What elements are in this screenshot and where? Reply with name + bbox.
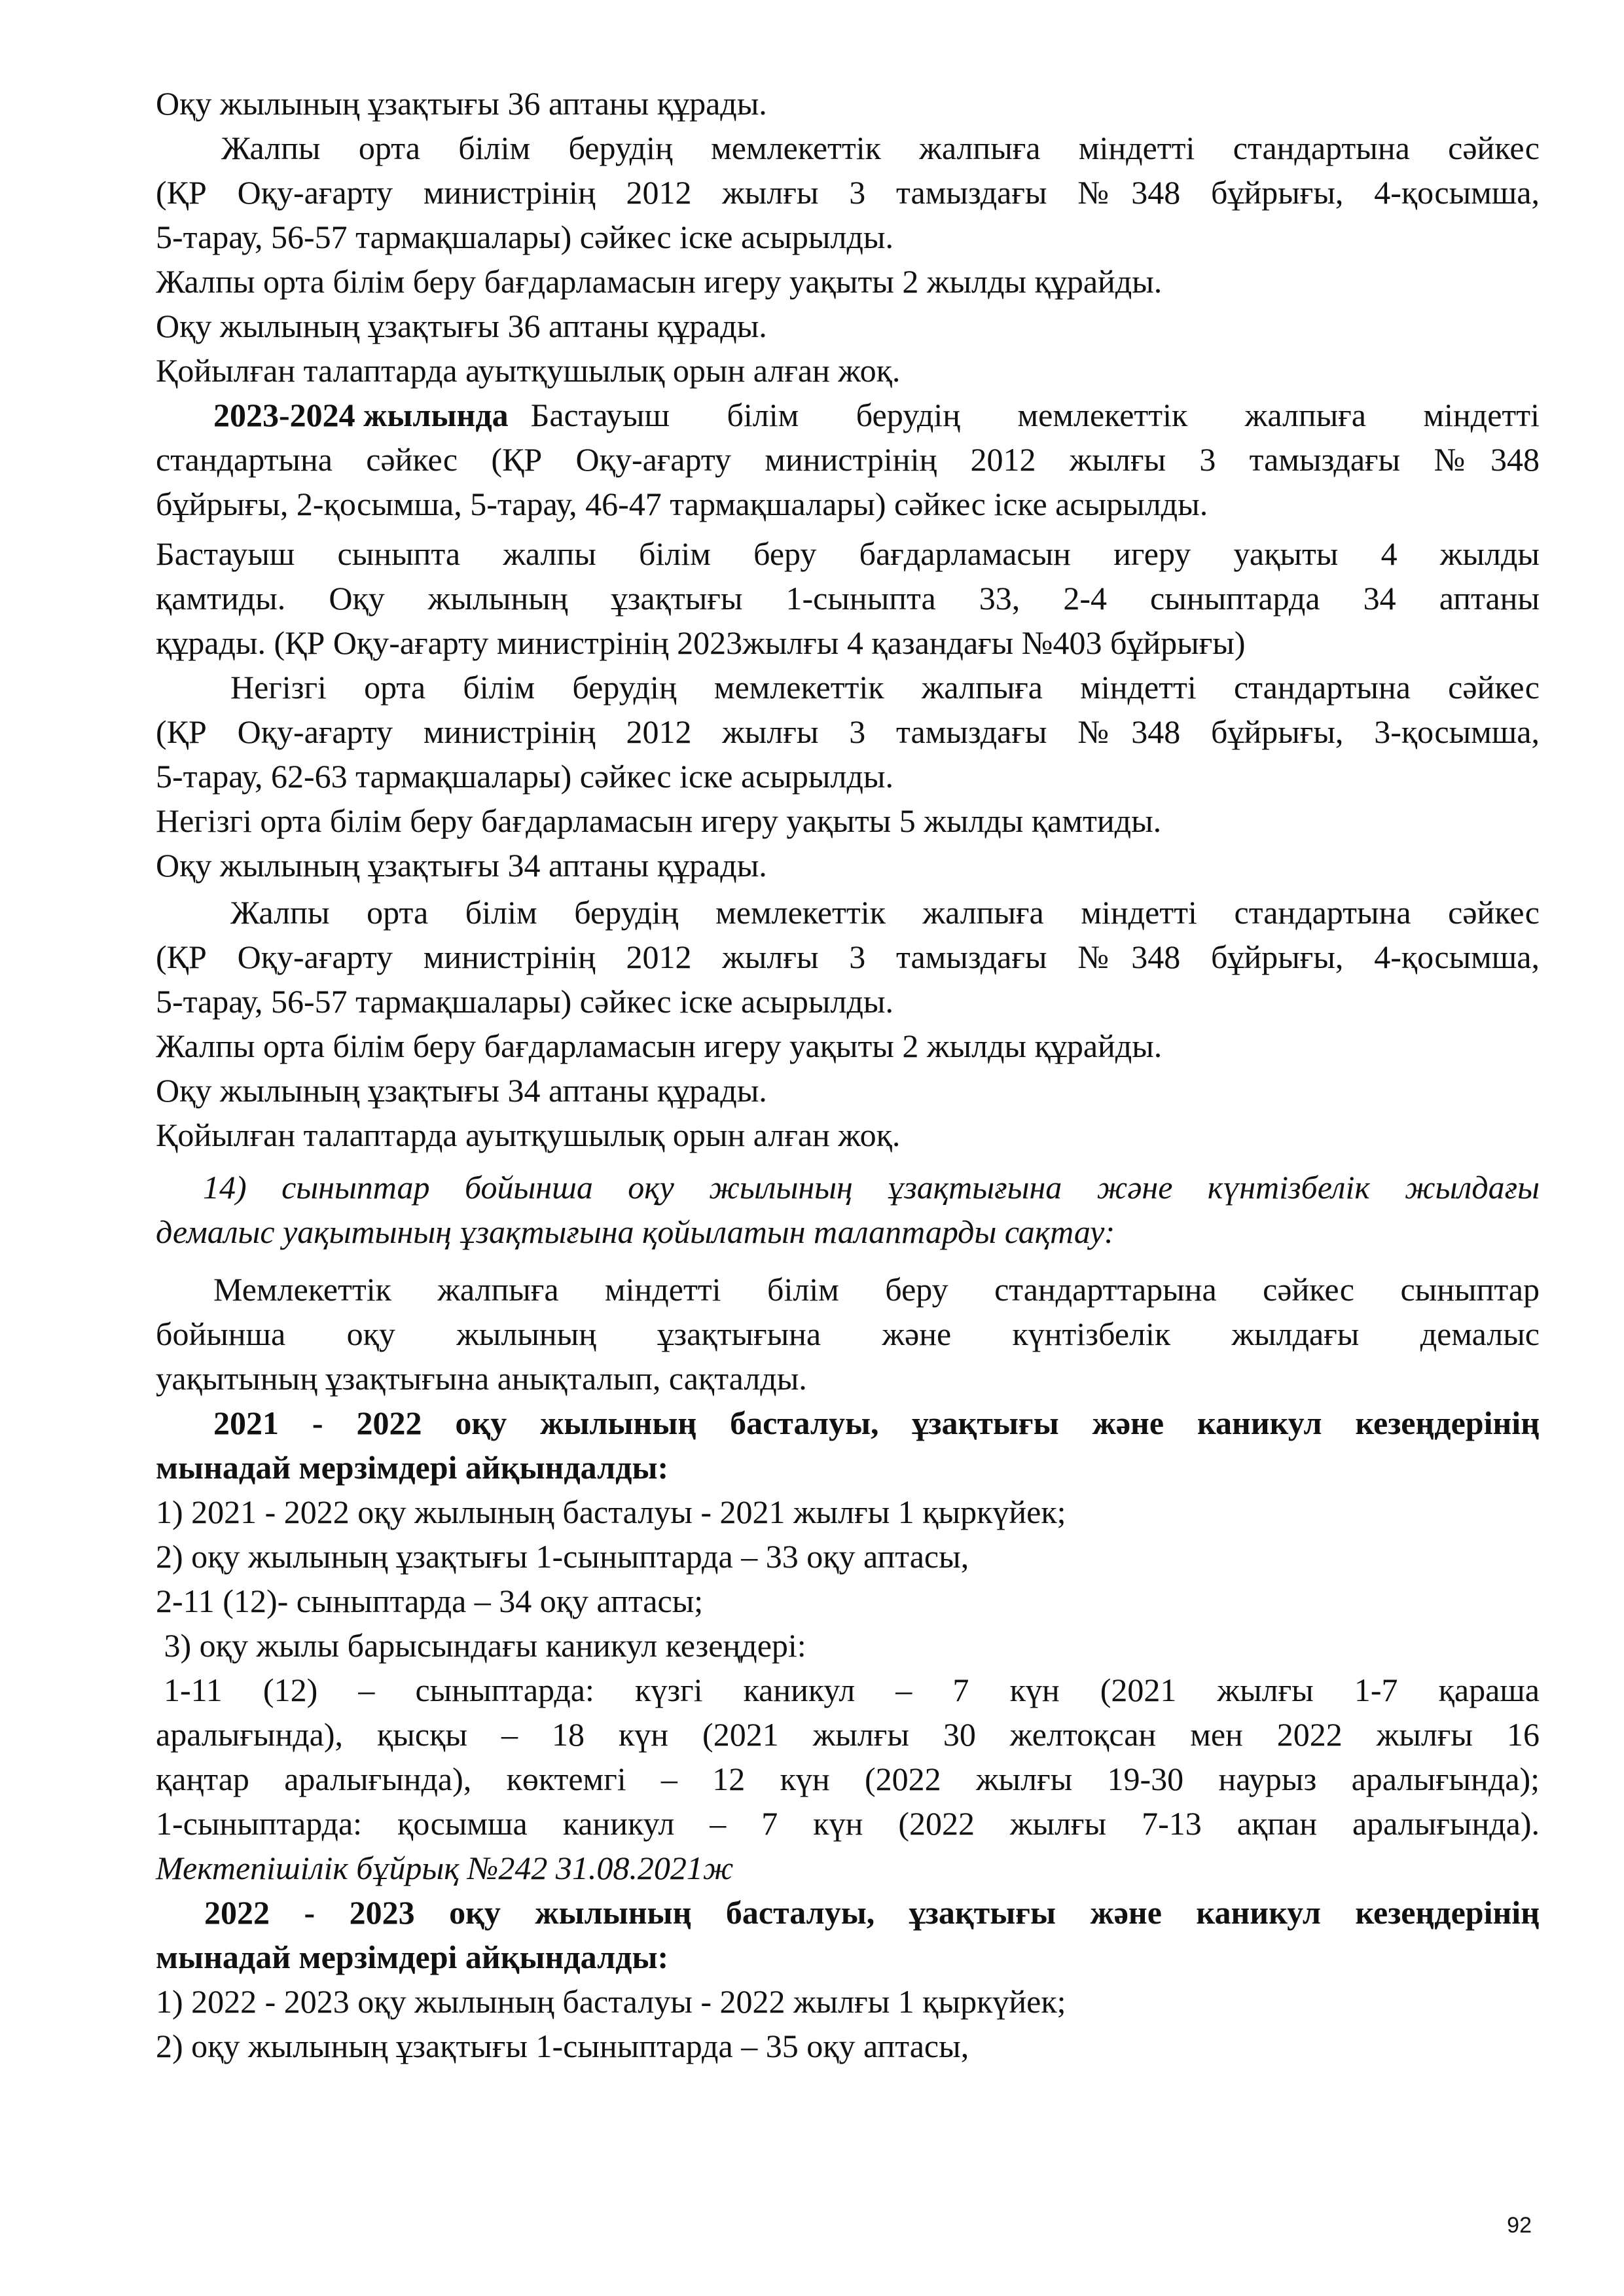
paragraph-first-line: Негізгі орта білім берудің мемлекеттік жалпыға міндетті стандартына сәйкес — [230, 669, 1540, 706]
text-line: аралығында), қысқы – 18 күн (2021 жылғы 30 желтоқсан мен 2022 жылғы 16 — [156, 1716, 1540, 1753]
text-line: қамтиды. Оқу жылының ұзақтығы 1-сыныпта 33, 2-4 сыныптарда 34 аптаны — [156, 580, 1540, 617]
text-line: (ҚР Оқу-ағарту министрінің 2012 жылғы 3 тамыздағы №348 бұйрығы, 4-қосымша, — [156, 174, 1540, 211]
page-number: 92 — [1507, 2213, 1532, 2238]
text-line: 1-11 (12) – сыныптарда: күзгі каникул – 7 күн (2021 жылғы 1-7 қараша — [164, 1672, 1540, 1708]
text-line: қаңтар аралығында), көктемгі – 12 күн (2022 жылғы 19-30 наурыз аралығында); — [156, 1761, 1540, 1797]
year-heading: 2023-2024 жылында — [213, 397, 509, 433]
text-line: 5-тарау, 56-57 тармақшалары) сәйкес іске асырылды. — [156, 983, 894, 1020]
list-item: 2-11 (12)- сыныптарда – 34 оқу аптасы; — [156, 1583, 704, 1619]
text-line: Оқу жылының ұзақтығы 36 аптаны құрады. — [156, 308, 767, 344]
paragraph-first-line — [213, 393, 1540, 437]
text-line: бойынша оқу жылының ұзақтығына және күнтізбелік жылдағы демалыс — [156, 1316, 1540, 1352]
text-line: 5-тарау, 56-57 тармақшалары) сәйкес іске асырылды. — [156, 219, 894, 255]
text-line: 5-тарау, 62-63 тармақшалары) сәйкес іске асырылды. — [156, 758, 894, 795]
section-heading: 2021 - 2022 оқу жылының басталуы, ұзақтығы және каникул кезеңдерінің — [213, 1405, 1540, 1441]
text-line: Оқу жылының ұзақтығы 36 аптаны құрады. — [156, 85, 767, 122]
text-line: Бастауыш сыныпта жалпы білім беру бағдарламасын игеру уақыты 4 жылды — [156, 535, 1540, 572]
list-item: 1) 2021 - 2022 оқу жылының басталуы - 2021 жылғы 1 қыркүйек; — [156, 1494, 1066, 1530]
text-line: 1-сыныптарда: қосымша каникул – 7 күн (2022 жылғы 7-13 ақпан аралығында). — [156, 1805, 1540, 1842]
requirement-heading: 14) сыныптар бойынша оқу жылының ұзақтығына және күнтізбелік жылдағы — [203, 1169, 1540, 1206]
list-item: 2) оқу жылының ұзақтығы 1-сыныптарда – 33 оқу аптасы, — [156, 1538, 969, 1575]
text-line: (ҚР Оқу-ағарту министрінің 2012 жылғы 3 тамыздағы №348 бұйрығы, 3-қосымша, — [156, 713, 1540, 750]
text-line: Оқу жылының ұзақтығы 34 аптаны құрады. — [156, 1072, 767, 1109]
text-line: құрады. (ҚР Оқу-ағарту министрінің 2023жылғы 4 қазандағы №403 бұйрығы) — [156, 624, 1246, 661]
text-line: бұйрығы, 2-қосымша, 5-тарау, 46-47 тармақшалары) сәйкес іске асырылды. — [156, 486, 1208, 522]
text-line: стандартына сәйкес (ҚР Оқу-ағарту министрінің 2012 жылғы 3 тамыздағы №348 — [156, 441, 1540, 478]
text-span: Бастауыш білім берудің мемлекеттік жалпыға міндетті — [530, 397, 1540, 433]
paragraph-first-line: Жалпы орта білім берудің мемлекеттік жалпыға міндетті стандартына сәйкес — [230, 894, 1540, 931]
text-line: Оқу жылының ұзақтығы 34 аптаны құрады. — [156, 847, 767, 884]
text-line: Қойылған талаптарда ауытқушылық орын алған жоқ. — [156, 352, 901, 389]
order-reference: Мектепішілік бұйрық №242 31.08.2021ж — [156, 1850, 734, 1886]
list-item: 3) оқу жылы барысындағы каникул кезеңдері: — [156, 1627, 806, 1664]
section-heading: мынадай мерзімдері айқындалды: — [156, 1939, 669, 1975]
requirement-heading: демалыс уақытының ұзақтығына қойылатын талаптарды сақтау: — [156, 1213, 1115, 1250]
text-line: уақытының ұзақтығына анықталып, сақталды. — [156, 1360, 807, 1397]
section-heading: 2022 - 2023 оқу жылының басталуы, ұзақтығы және каникул кезеңдерінің — [204, 1894, 1540, 1931]
text-line: Қойылған талаптарда ауытқушылық орын алған жоқ. — [156, 1117, 901, 1153]
paragraph-first-line: Мемлекеттік жалпыға міндетті білім беру стандарттарына сәйкес сыныптар — [213, 1271, 1540, 1308]
text-line: Жалпы орта білім беру бағдарламасын игеру уақыты 2 жылды құрайды. — [156, 1028, 1163, 1064]
text-line: Негізгі орта білім беру бағдарламасын игеру уақыты 5 жылды қамтиды. — [156, 802, 1162, 839]
text-line: (ҚР Оқу-ағарту министрінің 2012 жылғы 3 тамыздағы №348 бұйрығы, 4-қосымша, — [156, 939, 1540, 975]
list-item: 2) оқу жылының ұзақтығы 1-сыныптарда – 35 оқу аптасы, — [156, 2028, 969, 2064]
list-item: 1) 2022 - 2023 оқу жылының басталуы - 2022 жылғы 1 қыркүйек; — [156, 1983, 1066, 2020]
text-line: Жалпы орта білім беру бағдарламасын игеру уақыты 2 жылды құрайды. — [156, 263, 1163, 300]
paragraph-first-line: Жалпы орта білім берудің мемлекеттік жалпыға міндетті стандартына сәйкес — [221, 130, 1540, 166]
section-heading: мынадай мерзімдері айқындалды: — [156, 1449, 669, 1486]
